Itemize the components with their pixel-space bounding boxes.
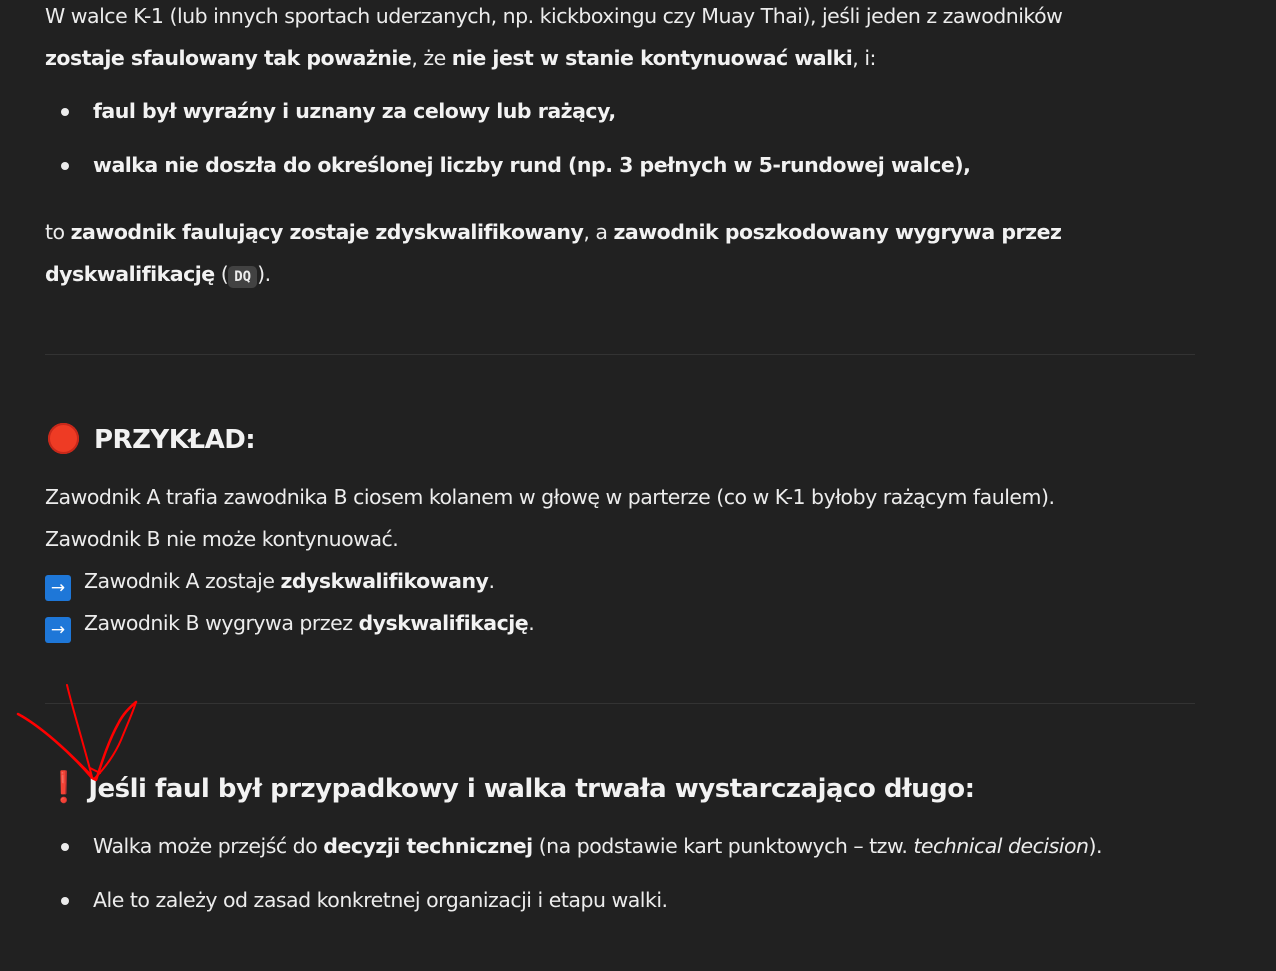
list-item: faul był wyraźny i uznany za celowy lub rażący,: [45, 84, 970, 138]
accidental-heading: ❗ Jeśli faul był przypadkowy i walka trwała wystarczająco długo:: [45, 770, 975, 805]
conclusion-paragraph: [45, 211, 1061, 298]
bullet-icon: [61, 843, 69, 851]
bullet-icon: [61, 897, 69, 905]
intro-line-1: W walce K-1 (lub innych sportach uderzanych, np. kickboxingu czy Muay Thai), jeśli jeden z zawodników: [45, 4, 1063, 28]
example-result-1: → Zawodnik A zostaje zdyskwalifikowany.: [45, 560, 1055, 602]
accidental-list: [45, 819, 1102, 927]
divider: [45, 703, 1195, 704]
divider: [45, 354, 1195, 355]
example-line-2: Zawodnik B nie może kontynuować.: [45, 527, 399, 551]
intro-paragraph: [45, 0, 1062, 79]
list-item: Walka może przejść do decyzji technicznej (na podstawie kart punktowych – tzw. technical decision).: [45, 819, 1102, 873]
list-item: walka nie doszła do określonej liczby rund (np. 3 pełnych w 5-rundowej walce),: [45, 138, 970, 192]
conclusion-line-2: dyskwalifikację ( DQ ).: [45, 262, 271, 286]
bullet-icon: [61, 108, 69, 116]
red-circle-icon: [48, 423, 79, 454]
right-arrow-icon: →: [45, 617, 71, 643]
exclamation-icon: ❗: [45, 770, 83, 805]
example-paragraph: [45, 476, 1055, 644]
right-arrow-icon: →: [45, 575, 71, 601]
example-line-1: Zawodnik A trafia zawodnika B ciosem kolanem w głowę w parterze (co w K-1 byłoby rażącym faulem).: [45, 485, 1055, 509]
conclusion-line-1: to zawodnik faulujący zostaje zdyskwalifikowany, a zawodnik poszkodowany wygrywa przez: [45, 220, 1062, 244]
dq-code: DQ: [228, 266, 257, 288]
example-heading: PRZYKŁAD:: [48, 423, 255, 455]
bullet-icon: [61, 162, 69, 170]
list-item: Ale to zależy od zasad konkretnej organizacji i etapu walki.: [45, 873, 1102, 927]
intro-line-2: zostaje sfaulowany tak poważnie, że nie jest w stanie kontynuować walki, i:: [45, 46, 876, 70]
example-result-2: → Zawodnik B wygrywa przez dyskwalifikację.: [45, 602, 1055, 644]
conditions-list: [45, 84, 970, 192]
